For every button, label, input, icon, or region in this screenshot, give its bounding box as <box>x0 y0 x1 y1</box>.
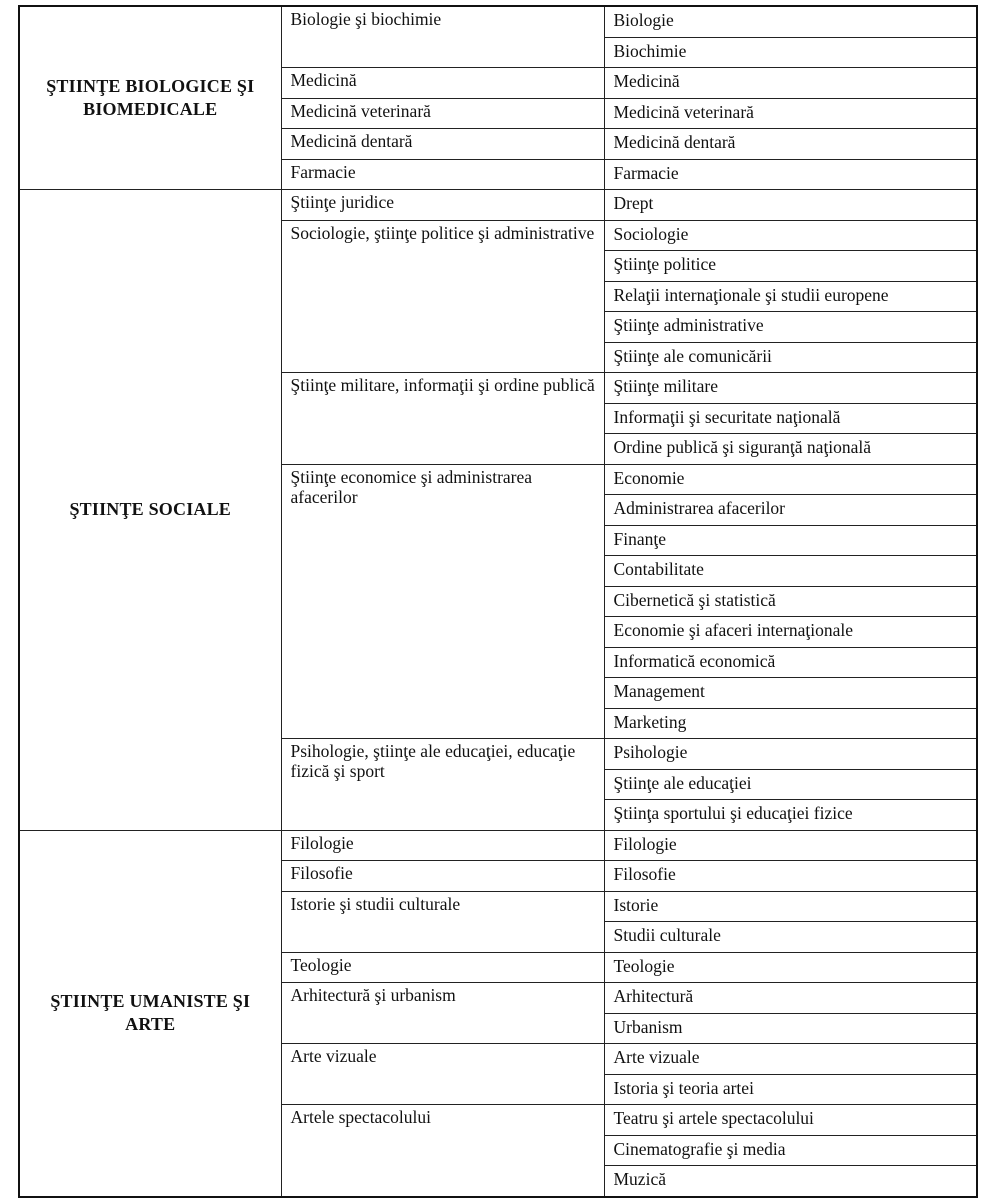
program-cell: Muzică <box>604 1166 977 1197</box>
program-cell: Filologie <box>604 830 977 861</box>
field-cell: Filosofie <box>281 861 604 892</box>
table-row <box>19 6 977 37</box>
program-cell: Arte vizuale <box>604 1044 977 1075</box>
field-cell: Filologie <box>281 830 604 861</box>
field-cell: Medicină veterinară <box>281 98 604 129</box>
program-cell: Arhitectură <box>604 983 977 1014</box>
program-cell: Informaţii şi securitate naţională <box>604 403 977 434</box>
program-cell: Cibernetică şi statistică <box>604 586 977 617</box>
field-cell: Arte vizuale <box>281 1044 604 1105</box>
field-cell: Biologie şi biochimie <box>281 6 604 68</box>
domain-cell: ŞTIINŢE UMANISTE ŞI ARTE <box>19 830 281 1197</box>
program-cell: Economie şi afaceri internaţionale <box>604 617 977 648</box>
field-cell: Medicină dentară <box>281 129 604 160</box>
program-cell: Ştiinţe politice <box>604 251 977 282</box>
program-cell: Cinematografie şi media <box>604 1135 977 1166</box>
field-cell: Artele spectacolului <box>281 1105 604 1197</box>
program-cell: Administrarea afacerilor <box>604 495 977 526</box>
program-cell: Urbanism <box>604 1013 977 1044</box>
program-cell: Medicină veterinară <box>604 98 977 129</box>
program-cell: Ştiinţe ale educaţiei <box>604 769 977 800</box>
field-cell: Teologie <box>281 952 604 983</box>
domains-fields-programs-table <box>18 5 978 1198</box>
program-cell: Biologie <box>604 6 977 37</box>
program-cell: Management <box>604 678 977 709</box>
table-body <box>19 6 977 1197</box>
field-cell: Farmacie <box>281 159 604 190</box>
program-cell: Ordine publică şi siguranţă naţională <box>604 434 977 465</box>
program-cell: Medicină <box>604 68 977 99</box>
field-cell: Ştiinţe economice şi administrarea afacerilor <box>281 464 604 739</box>
field-cell: Psihologie, ştiinţe ale educaţiei, educaţie fizică şi sport <box>281 739 604 831</box>
program-cell: Ştiinţe ale comunicării <box>604 342 977 373</box>
program-cell: Finanţe <box>604 525 977 556</box>
program-cell: Ştiinţe militare <box>604 373 977 404</box>
program-cell: Contabilitate <box>604 556 977 587</box>
program-cell: Farmacie <box>604 159 977 190</box>
program-cell: Psihologie <box>604 739 977 770</box>
field-cell: Istorie şi studii culturale <box>281 891 604 952</box>
table-row <box>19 830 977 861</box>
domain-cell: ŞTIINŢE SOCIALE <box>19 190 281 831</box>
field-cell: Sociologie, ştiinţe politice şi administrative <box>281 220 604 373</box>
program-cell: Economie <box>604 464 977 495</box>
program-cell: Informatică economică <box>604 647 977 678</box>
program-cell: Teatru şi artele spectacolului <box>604 1105 977 1136</box>
program-cell: Sociologie <box>604 220 977 251</box>
table-row <box>19 190 977 221</box>
program-cell: Medicină dentară <box>604 129 977 160</box>
program-cell: Istorie <box>604 891 977 922</box>
program-cell: Ştiinţe administrative <box>604 312 977 343</box>
program-cell: Drept <box>604 190 977 221</box>
field-cell: Arhitectură şi urbanism <box>281 983 604 1044</box>
program-cell: Teologie <box>604 952 977 983</box>
program-cell: Marketing <box>604 708 977 739</box>
domain-cell: ŞTIINŢE BIOLOGICE ŞI BIOMEDICALE <box>19 6 281 190</box>
program-cell: Studii culturale <box>604 922 977 953</box>
field-cell: Medicină <box>281 68 604 99</box>
program-cell: Filosofie <box>604 861 977 892</box>
program-cell: Relaţii internaţionale şi studii europene <box>604 281 977 312</box>
program-cell: Istoria şi teoria artei <box>604 1074 977 1105</box>
program-cell: Ştiinţa sportului şi educaţiei fizice <box>604 800 977 831</box>
field-cell: Ştiinţe juridice <box>281 190 604 221</box>
field-cell: Ştiinţe militare, informaţii şi ordine publică <box>281 373 604 465</box>
program-cell: Biochimie <box>604 37 977 68</box>
